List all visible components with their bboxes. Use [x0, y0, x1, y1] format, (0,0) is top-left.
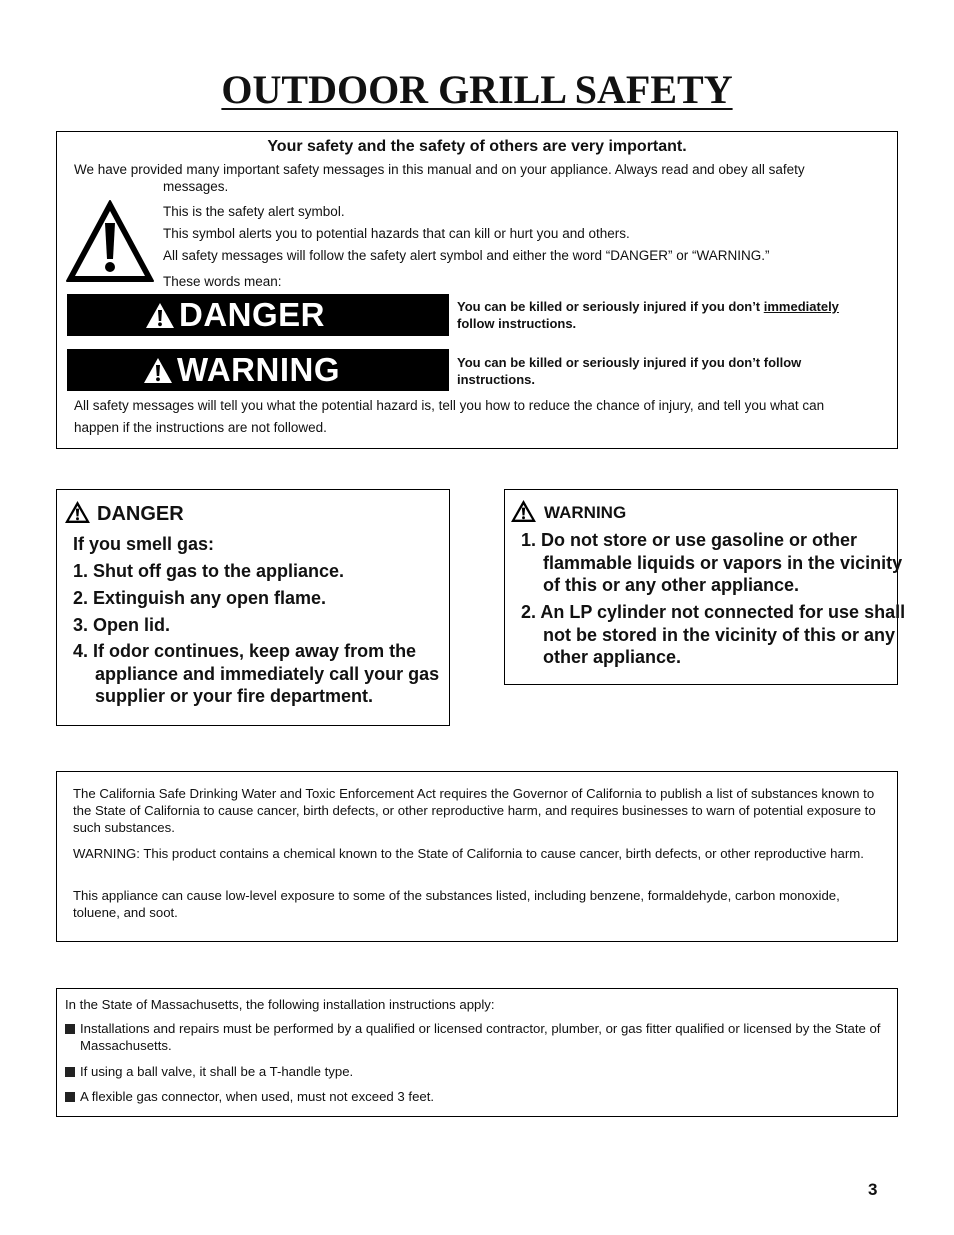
- massachusetts-item: Installations and repairs must be performed by a qualified or licensed contractor, plumber, or gas fitter qualified or licensed by the State of Massachusetts.: [65, 1020, 904, 1054]
- danger-meaning: You can be killed or seriously injured if you don’t immediately follow instructions.: [457, 299, 839, 331]
- danger-box-item: 2. Extinguish any open flame.: [73, 588, 327, 608]
- danger-alert-icon: [145, 302, 175, 329]
- massachusetts-intro: In the State of Massachusetts, the following installation instructions apply:: [65, 997, 495, 1012]
- intro-footer-line: All safety messages will tell you what the potential hazard is, tell you how to reduce the chance of injury, and tell you what can: [74, 398, 825, 413]
- symbol-line: This symbol alerts you to potential hazards that can kill or hurt you and others.: [163, 226, 630, 241]
- warning-banner-label: WARNING: [177, 351, 340, 388]
- square-bullet-icon: [65, 1067, 75, 1077]
- california-warning-paragraph: WARNING: This product contains a chemical known to the State of California to cause cancer, birth defects, or other reproductive harm.: [73, 846, 864, 861]
- square-bullet-icon: [65, 1092, 75, 1102]
- danger-box-item: 3. Open lid.: [73, 615, 171, 635]
- danger-box-item: 4. If odor continues, keep away from the appliance and immediately call your gas supplier or your fire department.: [73, 641, 440, 706]
- danger-banner-label: DANGER: [179, 296, 326, 333]
- symbol-line: This is the safety alert symbol.: [163, 204, 345, 219]
- safety-alert-symbol-icon: [65, 199, 155, 283]
- symbol-line: These words mean:: [163, 274, 282, 289]
- warning-box-item: 1. Do not store or use gasoline or other flammable liquids or vapors in the vicinity of this or any other appliance.: [521, 530, 903, 595]
- california-exposure-paragraph: This appliance can cause low-level exposure to some of the substances listed, including benzene, formaldehyde, carbon monoxide, toluene, and soot.: [73, 888, 840, 920]
- california-prop65-box: [56, 771, 898, 942]
- massachusetts-item: A flexible gas connector, when used, must not exceed 3 feet.: [65, 1088, 889, 1105]
- safety-intro-box: [56, 131, 898, 449]
- intro-line-continued: messages.: [163, 179, 229, 194]
- danger-box-lead: If you smell gas:: [73, 534, 215, 554]
- page-number: 3: [868, 1180, 878, 1199]
- warning-banner: [67, 349, 449, 391]
- warning-box-label: WARNING: [544, 503, 627, 522]
- square-bullet-icon: [65, 1024, 75, 1034]
- intro-line: We have provided many important safety messages in this manual and on your appliance. Always read and obey all safety: [74, 162, 805, 177]
- warning-alert-icon: [143, 357, 173, 384]
- page-title: OUTDOOR GRILL SAFETY: [221, 67, 733, 112]
- warning-meaning: You can be killed or seriously injured if you don’t follow instructions.: [457, 355, 802, 387]
- danger-box-label: DANGER: [97, 503, 184, 525]
- california-paragraph: The California Safe Drinking Water and Toxic Enforcement Act requires the Governor of California to publish a list of substances known to the State of California to cause cancer, birth defects, or other reproductive harm, and requires businesses to warn of potential exposure to such substances.: [73, 786, 876, 835]
- warning-gasoline-box: [504, 489, 906, 685]
- danger-warning-triangle-icon: [64, 500, 91, 524]
- danger-banner: [67, 294, 449, 336]
- symbol-line: All safety messages will follow the safety alert symbol and either the word “DANGER” or “WARNING.”: [163, 248, 770, 263]
- massachusetts-box: [56, 988, 898, 1117]
- intro-footer-line: happen if the instructions are not followed.: [74, 420, 327, 435]
- danger-gas-box: [56, 489, 450, 726]
- warning-triangle-icon: [510, 499, 537, 523]
- safety-heading: Your safety and the safety of others are very important.: [267, 138, 687, 155]
- danger-box-item: 1. Shut off gas to the appliance.: [73, 561, 345, 581]
- massachusetts-item: If using a ball valve, it shall be a T-handle type.: [65, 1063, 889, 1080]
- warning-box-item: 2. An LP cylinder not connected for use shall not be stored in the vicinity of this or any other appliance.: [521, 602, 906, 667]
